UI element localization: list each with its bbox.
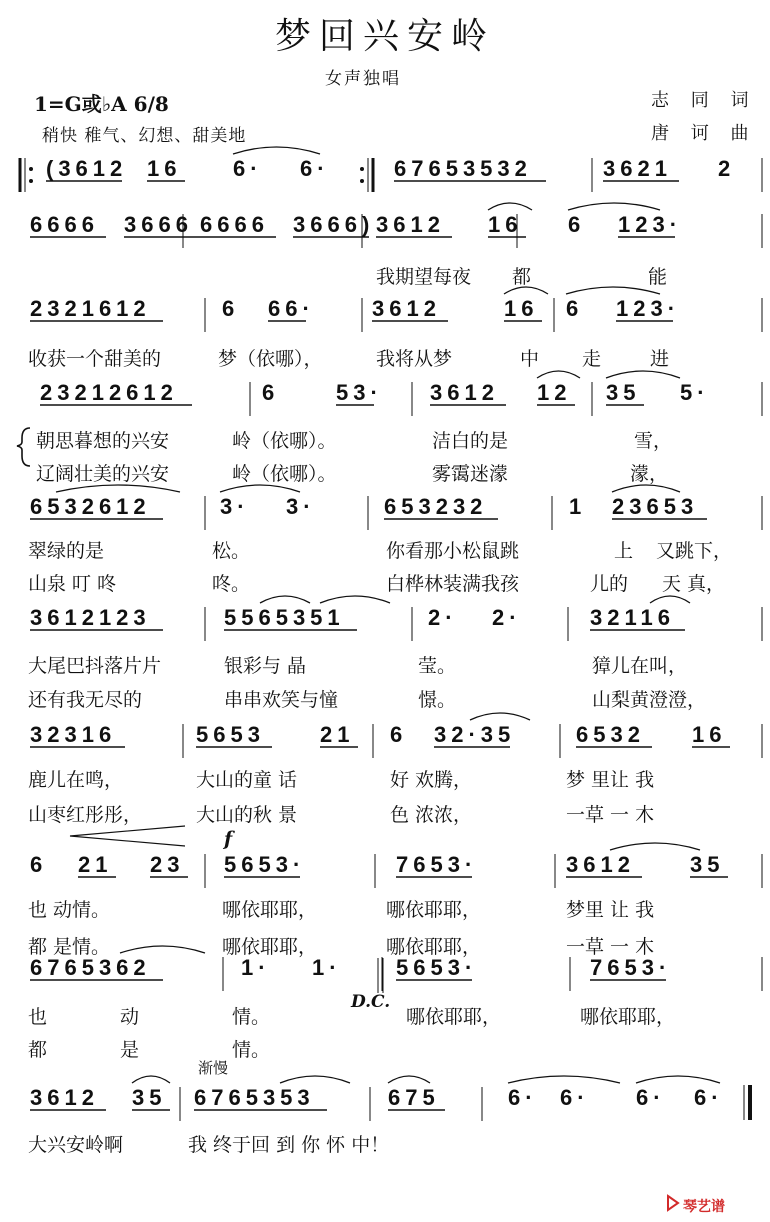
crescendo-hairpin: [70, 826, 185, 846]
lyric-segment: 情。: [232, 1006, 271, 1028]
lyric-segment: 哪依耶耶，: [580, 1006, 676, 1028]
note-group: 1·: [312, 955, 342, 980]
note-group: 5653·: [224, 852, 306, 877]
slur: [120, 946, 205, 953]
watermark-text: 琴艺谱: [683, 1199, 725, 1215]
da-capo-mark: D.C.: [351, 992, 391, 1012]
tempo-marking: 稍快 稚气、幻想、甜美地: [42, 126, 247, 146]
lyric-segment: 你看那小松鼠跳: [386, 540, 520, 562]
lyricist-credit: 志 同 词: [651, 90, 757, 111]
lyric-segment: 雪，: [634, 430, 673, 452]
lyric-segment: 濛，: [630, 463, 669, 485]
lyric-segment: 松。: [212, 540, 251, 562]
lyric-segment: 走: [582, 348, 602, 370]
performance-subtitle: 女声独唱: [325, 69, 401, 89]
note-group: 1·: [241, 955, 271, 980]
note-group: 3666): [293, 212, 375, 237]
lyric-segment: 哪依耶耶，: [222, 936, 318, 958]
lyric-segment: 天 真，: [662, 573, 726, 595]
note-group: 16: [504, 296, 539, 321]
lyric-segment: 大山的秋 景: [196, 804, 298, 826]
lyric-segment: 大尾巴抖落片片: [28, 655, 162, 677]
slur: [56, 485, 180, 492]
note-group: 35: [132, 1085, 167, 1110]
lyric-segment: 岭（依哪）。: [232, 463, 337, 485]
note-group: 5565351: [224, 605, 345, 630]
lyric-segment: 辽阔壮美的兴安: [36, 463, 170, 485]
note-group: 66·: [268, 296, 315, 321]
lyric-segment: 一草 一 木: [566, 936, 655, 958]
slur: [280, 1076, 350, 1083]
lyric-segment: 也 动情。: [28, 899, 111, 921]
lyric-segment: 情。: [232, 1039, 271, 1061]
lyric-segment: 山泉 叮 咚: [28, 573, 117, 595]
watermark-logo-icon: [666, 1194, 680, 1212]
song-title: 梦回兴安岭: [274, 16, 495, 57]
repeat-dot: [360, 167, 364, 171]
note-group: 32316: [30, 722, 117, 747]
lyric-segment: 都: [512, 266, 532, 288]
lyric-segment: 朝思暮想的兴安: [36, 430, 170, 452]
lyric-segment: 咚。: [212, 573, 251, 595]
note-group: 5·: [680, 380, 710, 405]
lyric-segment: 一草 一 木: [566, 804, 655, 826]
lyric-segment: 收获一个甜美的: [28, 348, 162, 370]
slur: [488, 203, 532, 210]
lyric-segment: 憬。: [418, 689, 457, 711]
slur: [537, 371, 580, 378]
lyric-segment: 又跳下，: [656, 540, 733, 562]
slur: [320, 596, 390, 603]
note-group: 6666: [200, 212, 269, 237]
note-group: 3612: [372, 296, 441, 321]
lyric-segment: 中: [520, 348, 540, 370]
note-group: 6532612: [30, 494, 151, 519]
note-group: 5653: [196, 722, 265, 747]
note-group: 6666: [30, 212, 99, 237]
lyric-segment: 雾霭迷濛: [432, 463, 509, 485]
composer-credit: 唐 诃 曲: [651, 123, 757, 144]
note-group: 2: [718, 156, 736, 181]
note-group: 6: [390, 722, 408, 747]
forte-mark: f: [224, 828, 233, 850]
lyric-segment: 我期望每夜: [376, 266, 472, 288]
lyric-segment: 哪依耶耶，: [386, 936, 482, 958]
note-group: 2·: [492, 605, 522, 630]
note-group: 3·: [286, 494, 316, 519]
note-group: 3666: [124, 212, 193, 237]
slur: [220, 485, 300, 492]
note-group: 53·: [336, 380, 383, 405]
note-group: 3612: [376, 212, 445, 237]
note-group: 21: [320, 722, 355, 747]
lyric-segment: 梦 里让 我: [566, 769, 655, 791]
lyric-segment: 白桦林装满我孩: [386, 573, 520, 595]
slur: [132, 1076, 170, 1083]
lyric-segment: 哪依耶耶，: [406, 1006, 502, 1028]
slur: [508, 1076, 620, 1083]
lyric-segment: 梦（依哪），: [218, 348, 323, 370]
ritardando-mark: 渐慢: [198, 1059, 229, 1077]
slur: [568, 203, 660, 210]
lyric-segment: 洁白的是: [432, 430, 509, 452]
note-group: 6532: [576, 722, 645, 747]
note-group: 6: [222, 296, 240, 321]
slur: [606, 371, 680, 378]
lyric-segment: 色 浓浓，: [390, 804, 473, 826]
note-group: 67653532: [394, 156, 532, 181]
lyric-segment: 山枣红彤彤，: [28, 804, 143, 826]
note-group: 6765362: [30, 955, 151, 980]
note-group: (3612: [46, 156, 128, 181]
repeat-dot: [29, 167, 33, 171]
repeat-dot: [360, 179, 364, 183]
note-group: 6: [566, 296, 584, 321]
lyric-segment: 是: [120, 1039, 140, 1061]
key-signature: 1=G或♭A 6/8: [34, 92, 169, 116]
lyric-segment: 獐儿在叫，: [592, 655, 688, 677]
lyric-segment: 大兴安岭啊: [28, 1134, 124, 1156]
lyric-segment: 我将从梦: [376, 348, 453, 370]
note-group: 3621: [603, 156, 672, 181]
lyric-segment: 上: [614, 540, 634, 562]
lyric-segment: 哪依耶耶，: [386, 899, 482, 921]
lyric-segment: 能: [648, 266, 668, 288]
note-group: 6·: [300, 156, 330, 181]
note-group: 32116: [590, 605, 675, 630]
note-group: 3612: [30, 1085, 99, 1110]
lyric-segment: 我 终于回 到 你 怀 中！: [188, 1134, 390, 1156]
lyric-segment: 儿的: [590, 573, 629, 595]
note-group: 2321612: [30, 296, 151, 321]
note-group: 23653: [612, 494, 699, 519]
lyric-segment: 都 是情。: [28, 936, 111, 958]
lyric-segment: 还有我无尽的: [28, 689, 143, 711]
slur: [610, 843, 700, 850]
note-group: 3·: [220, 494, 250, 519]
note-group: 6765353: [194, 1085, 315, 1110]
note-group: 6·: [636, 1085, 666, 1110]
lyric-segment: 都: [28, 1039, 48, 1061]
lyric-segment: 岭（依哪）。: [232, 430, 337, 452]
lyric-segment: 动: [120, 1006, 140, 1028]
note-group: 7653·: [396, 852, 478, 877]
slur: [233, 147, 320, 154]
note-group: 6: [30, 852, 48, 877]
note-group: 653232: [384, 494, 488, 519]
note-group: 123·: [618, 212, 683, 237]
note-group: 3612: [566, 852, 635, 877]
lyric-segment: 进: [650, 348, 670, 370]
slur: [566, 287, 660, 294]
note-group: 16: [488, 212, 523, 237]
slur: [260, 596, 310, 603]
slur: [470, 713, 530, 720]
note-group: 6·: [508, 1085, 538, 1110]
note-group: 6: [568, 212, 586, 237]
note-group: 23: [150, 852, 185, 877]
note-group: 21: [78, 852, 113, 877]
note-group: 2·: [428, 605, 458, 630]
note-group: 23212612: [40, 380, 178, 405]
note-group: 3612123: [30, 605, 151, 630]
note-group: 123·: [616, 296, 681, 321]
slur: [636, 1076, 720, 1083]
lyric-segment: 银彩与 晶: [224, 655, 307, 677]
note-group: 7653·: [590, 955, 672, 980]
note-group: 6: [262, 380, 280, 405]
lyric-segment: 哪依耶耶，: [222, 899, 318, 921]
note-group: 16: [692, 722, 727, 747]
lyric-segment: 山梨黄澄澄，: [592, 689, 707, 711]
lyric-segment: 莹。: [418, 655, 457, 677]
verse-brace: [17, 428, 30, 466]
lyric-segment: 好 欢腾，: [390, 769, 473, 791]
lyric-segment: 串串欢笑与憧: [224, 689, 339, 711]
note-group: 32·35: [434, 722, 516, 747]
note-group: 5653·: [396, 955, 478, 980]
lyric-segment: 也: [28, 1006, 48, 1028]
lyric-segment: 鹿儿在鸣，: [28, 769, 124, 791]
slur: [612, 485, 680, 492]
slur: [388, 1076, 430, 1083]
note-group: 35: [690, 852, 725, 877]
lyric-segment: 大山的童 话: [196, 769, 298, 791]
note-group: 35: [606, 380, 641, 405]
note-group: 12: [537, 380, 572, 405]
lyric-segment: 翠绿的是: [28, 540, 105, 562]
slur: [650, 596, 690, 603]
note-group: 6·: [560, 1085, 590, 1110]
note-group: 675: [388, 1085, 440, 1110]
note-group: 6·: [694, 1085, 724, 1110]
note-group: 16: [147, 156, 182, 181]
repeat-dot: [29, 179, 33, 183]
note-group: 1: [569, 494, 587, 519]
lyric-segment: 梦里 让 我: [566, 899, 655, 921]
note-group: 3612: [430, 380, 499, 405]
note-group: 6·: [233, 156, 263, 181]
